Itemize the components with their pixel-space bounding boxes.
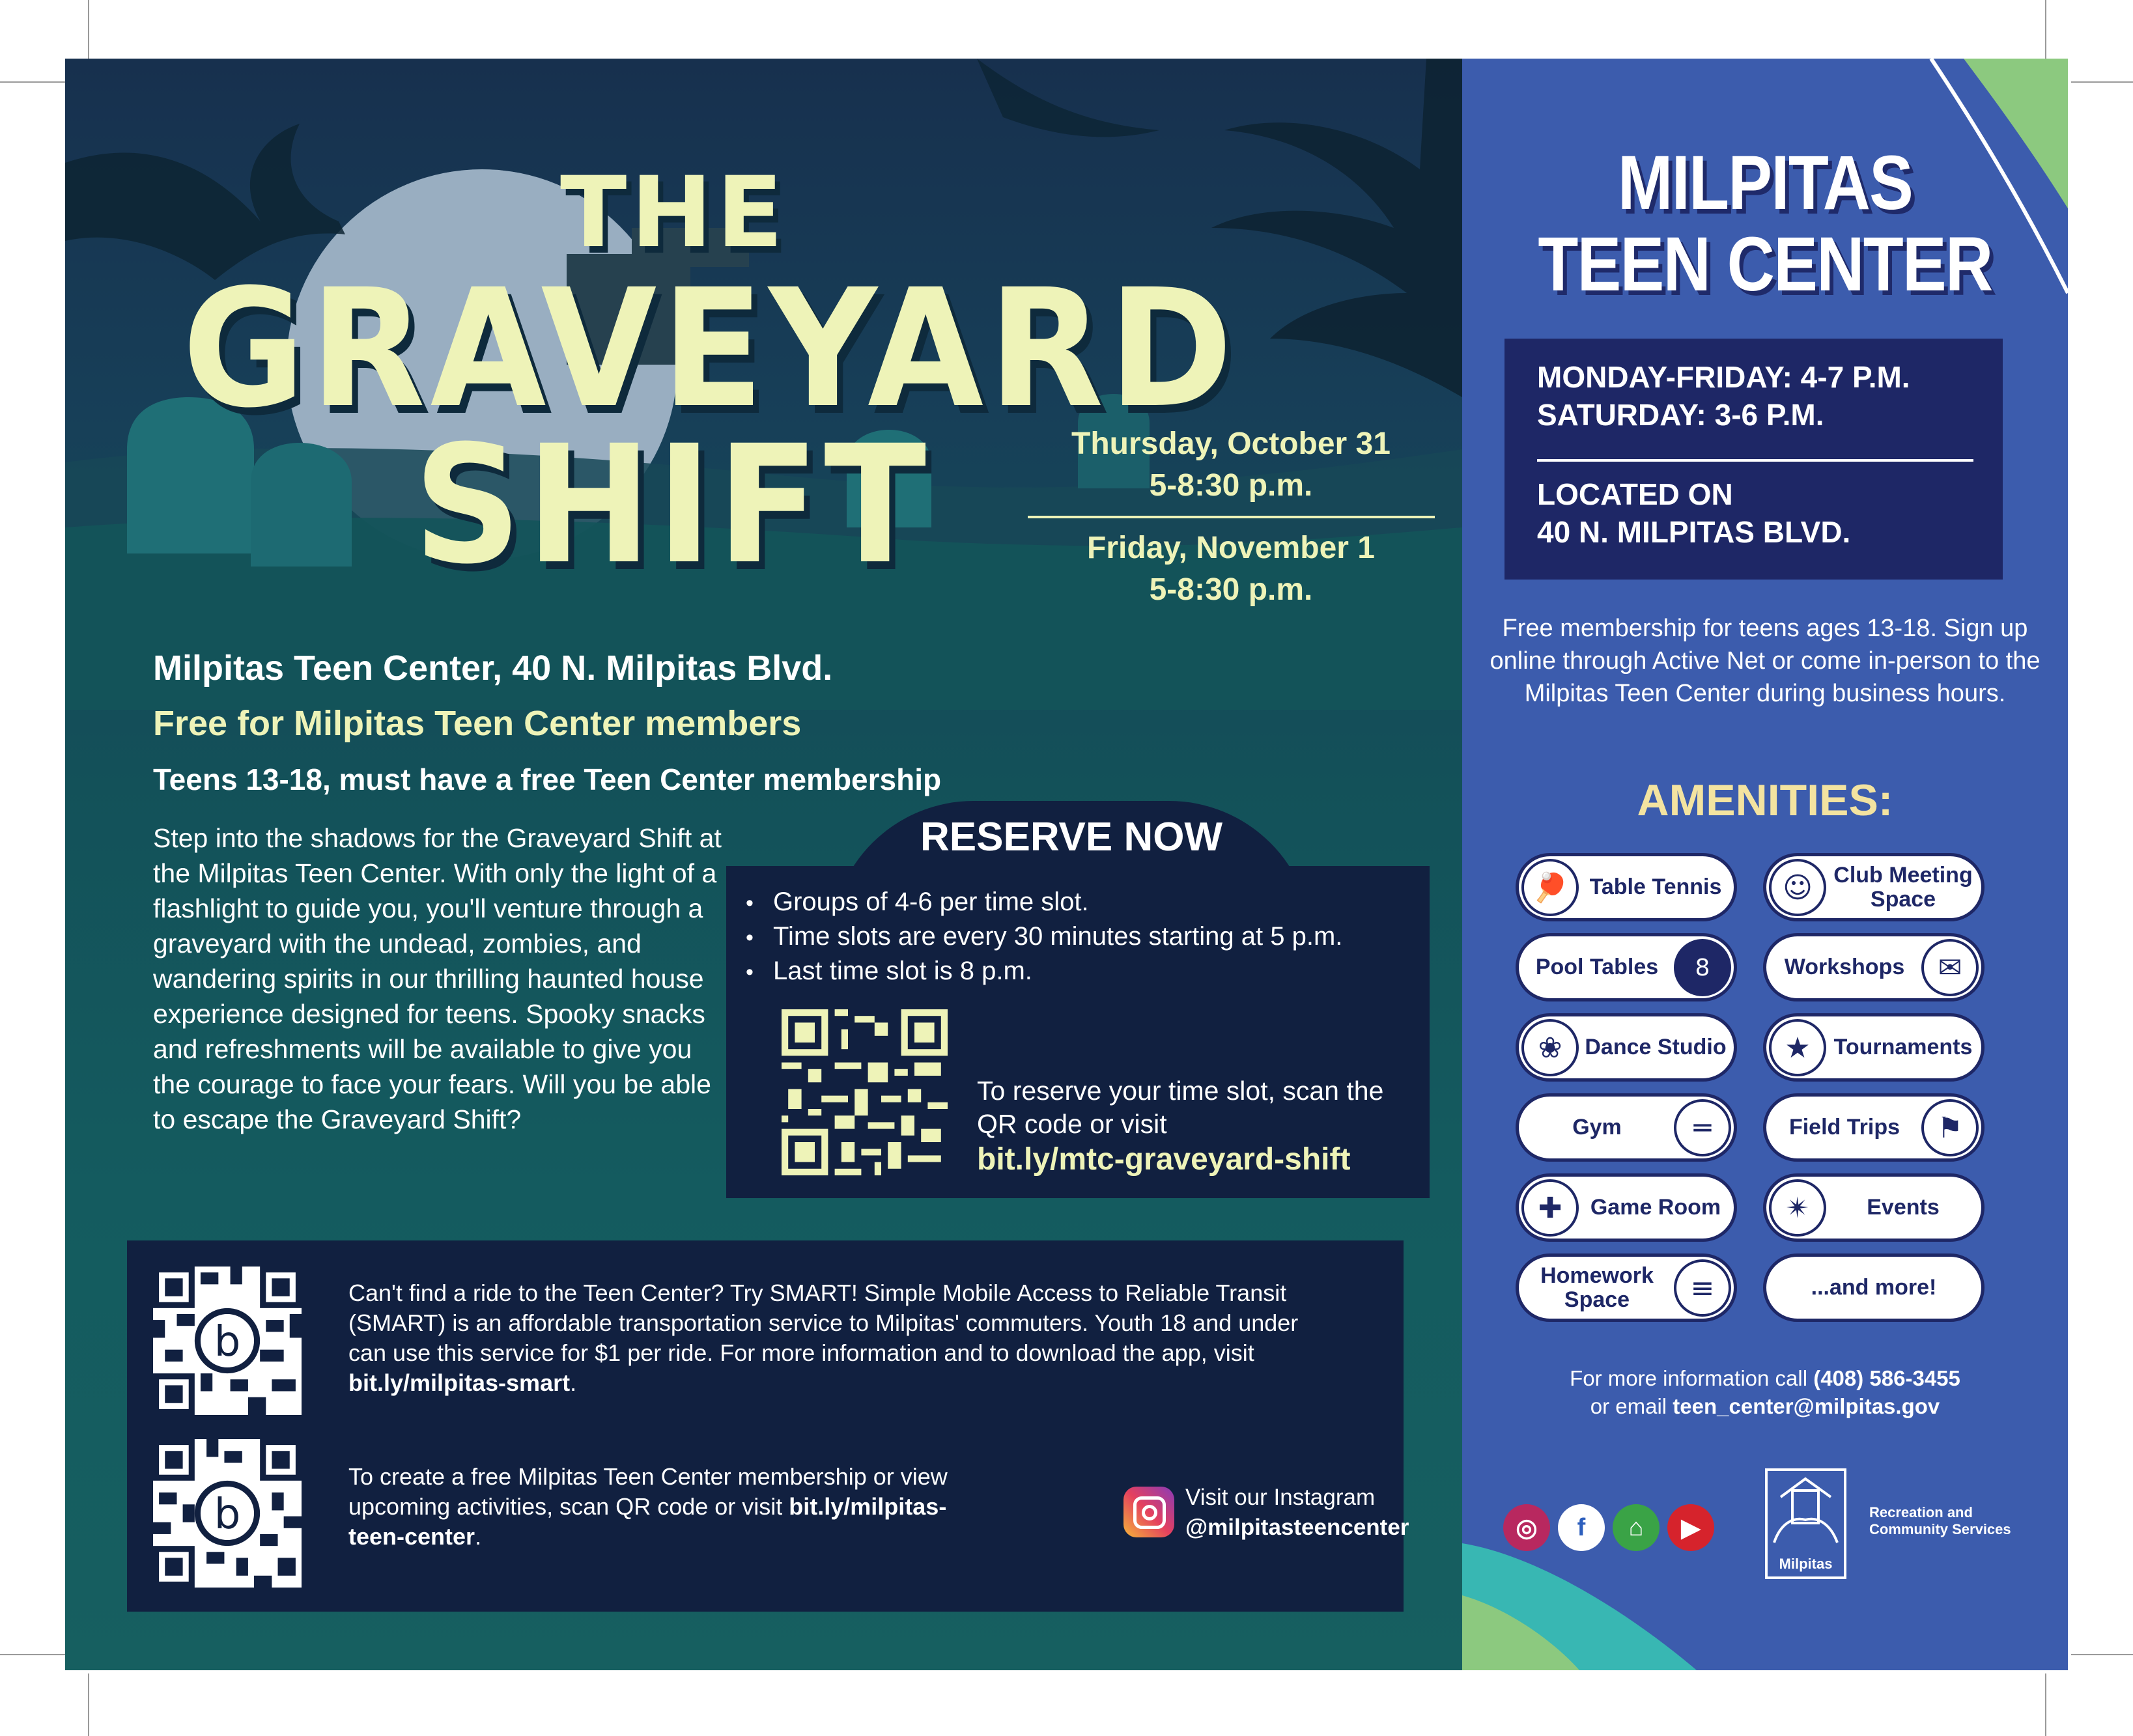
smart-description: Can't find a ride to the Teen Center? Try SMART! Simple Mobile Access to Reliable Transit (SMART) is an affordable transportation service to Milpitas' commuters. Youth 18 and under can use this service for $1 per ride. For more information and to download the app, visit: [348, 1280, 1299, 1366]
crop-mark: [88, 1673, 89, 1736]
amenity-workshops: [1763, 933, 1985, 1001]
contact-info: [1462, 1364, 2068, 1420]
reserve-qr-code[interactable]: [782, 1009, 948, 1175]
amenity-pool-tables: [1516, 933, 1737, 1001]
instagram-label: Visit our Instagram: [1185, 1485, 1376, 1510]
event-description: Step into the shadows for the Graveyard Shift at the Milpitas Teen Center. With only the light of a flashlight to guide you, you'll venture through a graveyard with the undead, zombies, and wandering spirits in our thrilling haunted house experience designed for teens. Spooky snacks and refreshments will be available to give you the courage to face your fears. Will you be able to escape the Graveyard Shift?: [153, 823, 722, 1134]
amenity-game-room: [1516, 1173, 1737, 1242]
crop-mark: [2045, 0, 2046, 65]
amenity-gym: [1516, 1093, 1737, 1162]
instagram-icon[interactable]: ◎: [1503, 1504, 1550, 1551]
department-line2: Community Services: [1869, 1521, 2011, 1537]
membership-qr-code[interactable]: [153, 1439, 302, 1588]
logo-mark: [1768, 1471, 1844, 1549]
facebook-icon[interactable]: f: [1558, 1504, 1605, 1551]
hours-weekday: MONDAY-FRIDAY: 4-7 P.M.: [1537, 360, 1910, 394]
amenity-table-tennis: [1516, 853, 1737, 921]
hours-saturday: SATURDAY: 3-6 P.M.: [1537, 398, 1824, 432]
qr-pattern: [153, 1267, 302, 1415]
list-item: • Time slots are every 30 minutes starting at 5 p.m.: [746, 920, 1423, 955]
amenities-title: AMENITIES:: [1637, 776, 1893, 825]
smart-qr-code[interactable]: [153, 1267, 302, 1415]
reserve-title: RESERVE NOW: [920, 815, 1222, 860]
trophy-icon: ★: [1769, 1019, 1826, 1076]
amenity-label: Game Room: [1590, 1195, 1721, 1220]
crop-mark: [88, 0, 89, 65]
located-address: 40 N. MILPITAS BLVD.: [1537, 515, 1851, 549]
chat-bubbles-icon: ✉: [1921, 939, 1979, 996]
reserve-instructions: To reserve your time slot, scan the QR code or visit: [977, 1076, 1384, 1139]
dumbbell-icon: ═: [1674, 1099, 1731, 1156]
bare-tree-right: [1211, 59, 1462, 397]
branch: [977, 59, 1159, 137]
date-friday: Friday, November 1: [1087, 531, 1375, 565]
crop-mark: [0, 81, 65, 83]
email-address[interactable]: teen_center@milpitas.gov: [1673, 1394, 1940, 1418]
milpitas-logo: [1765, 1468, 1846, 1579]
info-box: [127, 1240, 1409, 1612]
amenity-label: Club Meeting Space: [1833, 862, 1973, 912]
amenity-label: Workshops: [1784, 955, 1905, 979]
list-item: • Last time slot is 8 p.m.: [746, 955, 1423, 989]
membership-info: Free membership for teens ages 13-18. Sign up online through Active Net or come in-person to the Milpitas Teen Center during business hours.: [1490, 615, 2041, 707]
party-popper-icon: ✴: [1769, 1179, 1826, 1237]
map-pin-icon: ⚑: [1921, 1099, 1979, 1156]
membership-description: To create a free Milpitas Teen Center membership or view upcoming activities, scan QR code or visit: [348, 1463, 948, 1520]
reserve-bullets: [746, 886, 1423, 989]
membership-link[interactable]: bit.ly/milpitas-teen-center: [348, 1493, 947, 1550]
title-shift: SHIFT: [414, 410, 931, 600]
crop-mark: [2071, 1654, 2133, 1655]
teen-center-panel: [1462, 59, 2068, 1670]
amenity-label: Field Trips: [1788, 1115, 1900, 1140]
time-thursday: 5-8:30 p.m.: [1149, 468, 1313, 503]
instagram-block: [1185, 1483, 1409, 1543]
table-tennis-icon: 🏓: [1521, 859, 1579, 916]
contact-call-label: For more information call: [1570, 1366, 1808, 1390]
crop-mark: [0, 1654, 65, 1655]
amenity-club-meeting: [1763, 853, 1985, 921]
amenity-and-more: [1763, 1253, 1985, 1322]
gamepad-icon: ✚: [1521, 1179, 1579, 1237]
logo-word: Milpitas: [1779, 1556, 1833, 1572]
crop-mark: [2045, 1673, 2046, 1736]
center-title-line1: MILPITAS: [1617, 140, 1913, 226]
dancer-icon: ❀: [1521, 1019, 1579, 1076]
title-the: THE: [560, 156, 787, 270]
smart-link[interactable]: bit.ly/milpitas-smart: [348, 1369, 571, 1396]
amenity-dance-studio: [1516, 1013, 1737, 1082]
qr-pattern: [782, 1009, 948, 1175]
title-graveyard: GRAVEYARD: [182, 254, 1238, 443]
event-dates: [1010, 423, 1452, 611]
amenity-homework-space: [1516, 1253, 1737, 1322]
phone-number[interactable]: (408) 586-3455: [1813, 1366, 1960, 1390]
located-label: LOCATED ON: [1537, 477, 1733, 511]
amenity-label: ...and more!: [1811, 1275, 1937, 1300]
hours-box: [1504, 339, 2003, 580]
date-divider: [1028, 516, 1435, 518]
amenity-label: Homework Space: [1540, 1263, 1654, 1312]
age-requirement: Teens 13-18, must have a free Teen Center membership: [153, 763, 942, 796]
eight-ball-icon: 8: [1674, 939, 1731, 996]
hours-divider: [1537, 459, 1973, 462]
amenity-field-trips: [1763, 1093, 1985, 1162]
nextdoor-icon[interactable]: ⌂: [1613, 1504, 1660, 1551]
contact-email-label: or email: [1590, 1394, 1667, 1418]
amenity-label: Tournaments: [1833, 1035, 1973, 1059]
amenity-label: Pool Tables: [1535, 955, 1659, 979]
svg-text:b: b: [214, 1490, 241, 1539]
event-panel: [65, 59, 1462, 1670]
reserve-link[interactable]: bit.ly/mtc-graveyard-shift: [977, 1142, 1351, 1177]
amenity-label: Gym: [1572, 1115, 1622, 1140]
qr-pattern: [153, 1439, 302, 1588]
membership-text: To create a free Milpitas Teen Center membership or view upcoming activities, scan QR code or visit bit.ly/milpitas-teen-center.: [348, 1463, 948, 1550]
crop-mark: [2071, 81, 2133, 83]
smart-text: Can't find a ride to the Teen Center? Try SMART! Simple Mobile Access to Reliable Transit (SMART) is an affordable transportation service to Milpitas' commuters. Youth 18 and under can use this service for $1 per ride. For more information and to download the app, visit bit.ly/milpitas-smart.: [348, 1280, 1299, 1396]
youtube-icon[interactable]: ▶: [1667, 1504, 1714, 1551]
list-item: • Groups of 4-6 per time slot.: [746, 886, 1423, 920]
amenity-label: Dance Studio: [1585, 1035, 1727, 1059]
free-for-members: Free for Milpitas Teen Center members: [153, 704, 802, 743]
amenity-label: Table Tennis: [1589, 875, 1722, 899]
date-thursday: Thursday, October 31: [1071, 427, 1391, 461]
department-name: [1869, 1504, 2011, 1538]
instagram-handle[interactable]: @milpitasteencenter: [1185, 1515, 1409, 1540]
books-icon: ≡: [1674, 1259, 1731, 1317]
tombstone: [251, 443, 352, 567]
amenity-tournaments: [1763, 1013, 1985, 1082]
center-title-line2: TEEN CENTER: [1538, 221, 1992, 307]
department-line1: Recreation and: [1869, 1504, 1973, 1520]
svg-text:b: b: [214, 1317, 241, 1366]
amenity-events: [1763, 1173, 1985, 1242]
amenity-label: Events: [1867, 1195, 1940, 1220]
group-icon: ☺: [1769, 859, 1826, 916]
time-friday: 5-8:30 p.m.: [1149, 572, 1313, 607]
event-location: Milpitas Teen Center, 40 N. Milpitas Blvd.: [153, 649, 833, 688]
instagram-icon[interactable]: [1123, 1487, 1174, 1537]
